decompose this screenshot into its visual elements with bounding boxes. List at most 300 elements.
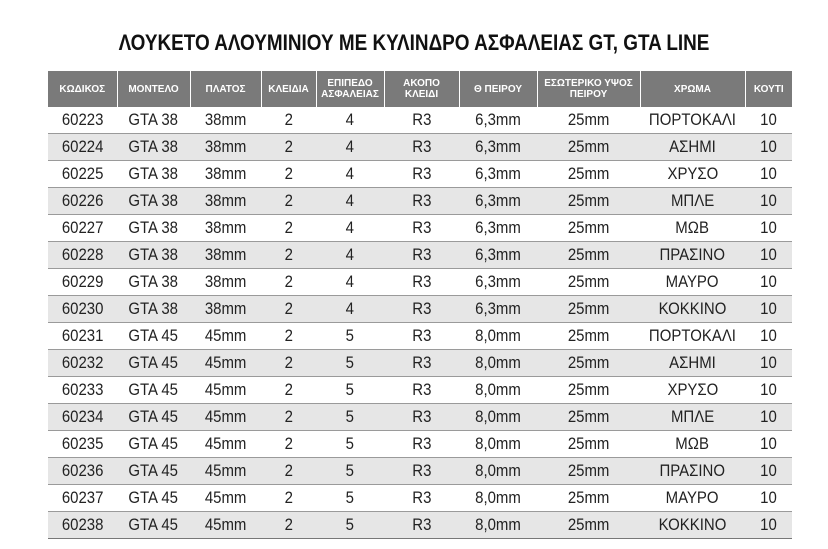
cell-code (48, 242, 117, 269)
column-header-line: ΠΛΑΤΟΣ (205, 83, 246, 95)
cell-keys (261, 134, 316, 161)
cell-shackle-inner-height (537, 107, 640, 134)
cell-shackle-inner-height-text: 25mm (567, 353, 610, 372)
cell-box (745, 134, 792, 161)
cell-width-text: 38mm (204, 164, 247, 183)
cell-security-level (316, 404, 384, 431)
cell-keys (261, 512, 316, 539)
table-row (48, 134, 792, 161)
cell-uncut-key (384, 458, 459, 485)
cell-shackle-diameter (459, 377, 537, 404)
cell-width (190, 485, 261, 512)
cell-code (48, 377, 117, 404)
cell-shackle-inner-height-text: 25mm (567, 245, 610, 264)
cell-security-level (316, 512, 384, 539)
cell-shackle-inner-height-text: 25mm (567, 326, 610, 345)
cell-box (745, 458, 792, 485)
cell-security-level (316, 323, 384, 350)
cell-model-text: GTA 38 (128, 137, 179, 156)
cell-color-text: ΑΣΗΜΙ (669, 353, 716, 372)
column-header-shackle-diameter (459, 71, 537, 107)
cell-shackle-diameter (459, 134, 537, 161)
cell-keys-text: 2 (284, 272, 293, 291)
cell-width-text: 45mm (204, 380, 247, 399)
cell-color-text: ΜΑΥΡΟ (666, 488, 719, 507)
cell-security-level-text: 5 (345, 461, 355, 480)
cell-model-text: GTA 38 (128, 164, 179, 183)
cell-color (640, 404, 745, 431)
cell-uncut-key (384, 107, 459, 134)
cell-security-level (316, 431, 384, 458)
cell-keys (261, 296, 316, 323)
cell-security-level-text: 5 (345, 434, 355, 453)
cell-shackle-diameter (459, 350, 537, 377)
cell-shackle-diameter-text: 6,3mm (475, 110, 521, 129)
cell-box-text: 10 (760, 488, 777, 507)
cell-keys (261, 107, 316, 134)
cell-keys-text: 2 (284, 326, 293, 345)
column-header-uncut-key (384, 71, 459, 107)
column-header-color (640, 71, 745, 107)
cell-security-level-text: 5 (345, 488, 355, 507)
cell-uncut-key-text: R3 (411, 380, 432, 399)
cell-code-text: 60232 (61, 353, 104, 372)
cell-security-level (316, 107, 384, 134)
cell-model-text: GTA 38 (128, 218, 179, 237)
column-header-keys (261, 71, 316, 107)
cell-model-text: GTA 45 (128, 380, 179, 399)
cell-width (190, 242, 261, 269)
cell-shackle-diameter (459, 107, 537, 134)
cell-code-text: 60229 (61, 272, 104, 291)
cell-keys-text: 2 (284, 137, 293, 156)
column-header-shackle-inner-height (537, 71, 640, 107)
cell-box (745, 107, 792, 134)
cell-shackle-diameter-text: 6,3mm (475, 299, 521, 318)
cell-shackle-inner-height (537, 269, 640, 296)
cell-shackle-inner-height-text: 25mm (567, 407, 610, 426)
cell-model (117, 377, 190, 404)
cell-width-text: 38mm (204, 299, 247, 318)
cell-color (640, 431, 745, 458)
table-row (48, 404, 792, 431)
cell-uncut-key-text: R3 (411, 407, 432, 426)
cell-color-text: ΧΡΥΣΟ (667, 164, 718, 183)
cell-code (48, 134, 117, 161)
cell-model-text: GTA 38 (128, 110, 179, 129)
cell-shackle-diameter-text: 6,3mm (475, 245, 521, 264)
cell-model-text: GTA 38 (128, 299, 179, 318)
cell-shackle-diameter (459, 296, 537, 323)
cell-width (190, 134, 261, 161)
cell-model (117, 323, 190, 350)
cell-box-text: 10 (760, 515, 777, 534)
cell-box-text: 10 (760, 353, 777, 372)
cell-width-text: 45mm (204, 434, 247, 453)
cell-shackle-diameter-text: 6,3mm (475, 137, 521, 156)
cell-keys-text: 2 (284, 110, 293, 129)
cell-uncut-key-text: R3 (411, 272, 432, 291)
cell-color-text: ΜΠΛΕ (670, 407, 715, 426)
cell-width-text: 38mm (204, 191, 247, 210)
cell-model (117, 296, 190, 323)
cell-security-level-text: 5 (345, 515, 355, 534)
cell-shackle-inner-height-text: 25mm (567, 137, 610, 156)
cell-shackle-inner-height-text: 25mm (567, 191, 610, 210)
cell-width (190, 377, 261, 404)
cell-keys (261, 242, 316, 269)
cell-box-text: 10 (760, 245, 777, 264)
column-header-line: Θ ΠΕΙΡΟΥ (473, 83, 523, 95)
cell-uncut-key (384, 323, 459, 350)
cell-shackle-diameter-text: 8,0mm (475, 434, 521, 453)
table-row (48, 188, 792, 215)
cell-keys-text: 2 (284, 299, 293, 318)
cell-shackle-inner-height (537, 134, 640, 161)
cell-shackle-inner-height (537, 242, 640, 269)
product-spec-table (48, 71, 792, 539)
cell-shackle-diameter-text: 8,0mm (475, 515, 521, 534)
cell-uncut-key (384, 404, 459, 431)
cell-security-level (316, 296, 384, 323)
column-header-line: ΚΛΕΙΔΙ (404, 89, 439, 100)
cell-color-text: ΜΩΒ (675, 434, 710, 453)
table-row (48, 323, 792, 350)
cell-box (745, 296, 792, 323)
cell-shackle-diameter-text: 6,3mm (475, 218, 521, 237)
cell-security-level-text: 4 (345, 299, 355, 318)
cell-code-text: 60227 (61, 218, 104, 237)
cell-keys-text: 2 (284, 515, 293, 534)
cell-color-text: ΚΟΚΚΙΝΟ (658, 299, 727, 318)
column-header-line: ΧΡΩΜΑ (674, 83, 711, 95)
table-row (48, 458, 792, 485)
cell-code-text: 60233 (61, 380, 104, 399)
cell-model (117, 134, 190, 161)
cell-shackle-diameter (459, 512, 537, 539)
cell-model-text: GTA 45 (128, 353, 179, 372)
cell-keys (261, 431, 316, 458)
cell-model (117, 458, 190, 485)
table-row (48, 242, 792, 269)
cell-color-text: ΜΑΥΡΟ (666, 272, 719, 291)
cell-shackle-inner-height (537, 458, 640, 485)
cell-shackle-inner-height (537, 296, 640, 323)
cell-code (48, 485, 117, 512)
cell-color (640, 107, 745, 134)
cell-keys-text: 2 (284, 488, 293, 507)
cell-shackle-diameter (459, 431, 537, 458)
cell-box (745, 323, 792, 350)
column-header-box (745, 71, 792, 107)
cell-security-level-text: 5 (345, 326, 355, 345)
cell-shackle-inner-height-text: 25mm (567, 515, 610, 534)
cell-shackle-inner-height (537, 485, 640, 512)
cell-width-text: 38mm (204, 137, 247, 156)
cell-uncut-key (384, 296, 459, 323)
cell-keys (261, 269, 316, 296)
cell-shackle-diameter (459, 458, 537, 485)
cell-code-text: 60238 (61, 515, 104, 534)
cell-shackle-diameter (459, 485, 537, 512)
cell-color (640, 458, 745, 485)
cell-keys (261, 350, 316, 377)
cell-width (190, 458, 261, 485)
table-row (48, 377, 792, 404)
cell-width (190, 188, 261, 215)
cell-box (745, 485, 792, 512)
cell-code (48, 161, 117, 188)
cell-color-text: ΚΟΚΚΙΝΟ (658, 515, 727, 534)
cell-code-text: 60236 (61, 461, 104, 480)
cell-width (190, 323, 261, 350)
cell-keys-text: 2 (284, 380, 293, 399)
cell-keys-text: 2 (284, 434, 293, 453)
cell-shackle-diameter (459, 323, 537, 350)
cell-security-level-text: 4 (345, 164, 355, 183)
cell-uncut-key-text: R3 (411, 353, 432, 372)
cell-security-level-text: 4 (345, 137, 355, 156)
cell-shackle-diameter (459, 188, 537, 215)
cell-code-text: 60231 (61, 326, 104, 345)
cell-security-level (316, 188, 384, 215)
cell-width-text: 45mm (204, 461, 247, 480)
cell-uncut-key (384, 242, 459, 269)
cell-shackle-inner-height (537, 323, 640, 350)
table-row (48, 269, 792, 296)
cell-box-text: 10 (760, 380, 777, 399)
cell-code-text: 60230 (61, 299, 104, 318)
cell-uncut-key-text: R3 (411, 245, 432, 264)
cell-code-text: 60234 (61, 407, 104, 426)
cell-model (117, 404, 190, 431)
cell-security-level-text: 5 (345, 353, 355, 372)
column-header-code (48, 71, 117, 107)
column-header-line: ΜΟΝΤΕΛΟ (128, 83, 179, 95)
cell-shackle-inner-height-text: 25mm (567, 488, 610, 507)
cell-color (640, 269, 745, 296)
cell-security-level-text: 4 (345, 245, 355, 264)
cell-uncut-key (384, 512, 459, 539)
cell-width-text: 45mm (204, 515, 247, 534)
cell-model (117, 161, 190, 188)
cell-keys (261, 458, 316, 485)
cell-width-text: 38mm (204, 110, 247, 129)
cell-color-text: ΜΩΒ (675, 218, 710, 237)
cell-code-text: 60235 (61, 434, 104, 453)
cell-color-text: ΠΟΡΤΟΚΑΛΙ (648, 326, 737, 345)
cell-color (640, 485, 745, 512)
cell-model-text: GTA 38 (128, 191, 179, 210)
cell-model (117, 242, 190, 269)
cell-security-level-text: 5 (345, 407, 355, 426)
cell-color (640, 323, 745, 350)
cell-security-level (316, 134, 384, 161)
cell-uncut-key (384, 161, 459, 188)
cell-code-text: 60225 (61, 164, 104, 183)
cell-shackle-inner-height (537, 350, 640, 377)
cell-security-level (316, 215, 384, 242)
cell-width-text: 45mm (204, 326, 247, 345)
cell-color-text: ΠΡΑΣΙΝΟ (659, 461, 726, 480)
cell-color (640, 215, 745, 242)
cell-shackle-inner-height-text: 25mm (567, 380, 610, 399)
cell-shackle-diameter-text: 8,0mm (475, 326, 521, 345)
cell-shackle-diameter-text: 8,0mm (475, 380, 521, 399)
cell-box (745, 242, 792, 269)
cell-width-text: 38mm (204, 218, 247, 237)
cell-security-level-text: 4 (345, 272, 355, 291)
cell-keys-text: 2 (284, 218, 293, 237)
cell-keys (261, 215, 316, 242)
cell-shackle-diameter-text: 6,3mm (475, 272, 521, 291)
cell-box-text: 10 (760, 326, 777, 345)
cell-security-level-text: 4 (345, 110, 355, 129)
cell-security-level (316, 161, 384, 188)
cell-uncut-key-text: R3 (411, 515, 432, 534)
column-header-line: ΑΚΟΠΟ (403, 78, 440, 89)
cell-code-text: 60228 (61, 245, 104, 264)
cell-shackle-inner-height (537, 404, 640, 431)
cell-model-text: GTA 45 (128, 434, 179, 453)
cell-width-text: 45mm (204, 488, 247, 507)
cell-model (117, 188, 190, 215)
cell-box-text: 10 (760, 434, 777, 453)
cell-shackle-diameter-text: 8,0mm (475, 407, 521, 426)
cell-security-level (316, 485, 384, 512)
cell-code (48, 350, 117, 377)
cell-shackle-inner-height-text: 25mm (567, 434, 610, 453)
cell-keys-text: 2 (284, 191, 293, 210)
cell-color (640, 296, 745, 323)
cell-code-text: 60224 (61, 137, 104, 156)
cell-shackle-diameter-text: 6,3mm (475, 164, 521, 183)
cell-box-text: 10 (760, 137, 777, 156)
cell-color (640, 512, 745, 539)
cell-shackle-inner-height-text: 25mm (567, 461, 610, 480)
cell-model (117, 269, 190, 296)
cell-uncut-key (384, 134, 459, 161)
cell-width (190, 431, 261, 458)
cell-box-text: 10 (760, 299, 777, 318)
cell-security-level (316, 350, 384, 377)
cell-code (48, 323, 117, 350)
cell-uncut-key-text: R3 (411, 218, 432, 237)
table-row (48, 512, 792, 539)
cell-shackle-inner-height-text: 25mm (567, 218, 610, 237)
cell-shackle-diameter-text: 8,0mm (475, 461, 521, 480)
cell-box-text: 10 (760, 191, 777, 210)
cell-code (48, 269, 117, 296)
cell-shackle-inner-height (537, 188, 640, 215)
cell-code (48, 215, 117, 242)
cell-model (117, 431, 190, 458)
cell-width (190, 107, 261, 134)
cell-model (117, 485, 190, 512)
cell-model (117, 215, 190, 242)
cell-security-level-text: 4 (345, 191, 355, 210)
cell-code (48, 404, 117, 431)
cell-keys (261, 323, 316, 350)
cell-width-text: 45mm (204, 407, 247, 426)
cell-box-text: 10 (760, 110, 777, 129)
cell-color-text: ΧΡΥΣΟ (667, 380, 718, 399)
cell-uncut-key-text: R3 (411, 191, 432, 210)
cell-code (48, 107, 117, 134)
cell-keys-text: 2 (284, 461, 293, 480)
cell-code-text: 60223 (61, 110, 104, 129)
cell-uncut-key (384, 377, 459, 404)
cell-keys-text: 2 (284, 353, 293, 372)
cell-color-text: ΜΠΛΕ (670, 191, 715, 210)
cell-uncut-key-text: R3 (411, 110, 432, 129)
cell-code (48, 512, 117, 539)
cell-shackle-diameter (459, 269, 537, 296)
cell-uncut-key-text: R3 (411, 461, 432, 480)
cell-uncut-key-text: R3 (411, 488, 432, 507)
cell-box (745, 188, 792, 215)
cell-code (48, 188, 117, 215)
column-header-line: ΚΛΕΙΔΙΑ (268, 83, 309, 95)
cell-box-text: 10 (760, 461, 777, 480)
cell-shackle-inner-height-text: 25mm (567, 110, 610, 129)
cell-width (190, 350, 261, 377)
cell-security-level (316, 242, 384, 269)
cell-box (745, 350, 792, 377)
cell-uncut-key-text: R3 (411, 137, 432, 156)
cell-shackle-diameter (459, 161, 537, 188)
cell-model-text: GTA 45 (128, 461, 179, 480)
cell-color-text: ΠΡΑΣΙΝΟ (659, 245, 726, 264)
cell-color (640, 188, 745, 215)
cell-keys (261, 404, 316, 431)
cell-box (745, 431, 792, 458)
cell-uncut-key (384, 431, 459, 458)
page-title: ΛΟΥΚΕΤΟ ΑΛΟΥΜΙΝΙΟΥ ΜΕ ΚΥΛΙΝΔΡΟ ΑΣΦΑΛΕΙΑΣ GT, GTA LINE (118, 30, 710, 55)
cell-uncut-key-text: R3 (411, 164, 432, 183)
cell-shackle-inner-height (537, 512, 640, 539)
table-body (48, 107, 792, 539)
table-row (48, 350, 792, 377)
cell-box (745, 512, 792, 539)
cell-code (48, 458, 117, 485)
cell-uncut-key (384, 188, 459, 215)
cell-code-text: 60237 (61, 488, 104, 507)
cell-box (745, 269, 792, 296)
cell-shackle-diameter (459, 242, 537, 269)
cell-color (640, 242, 745, 269)
cell-security-level-text: 5 (345, 380, 355, 399)
column-header-line: ΑΣΦΑΛΕΙΑΣ (321, 89, 379, 100)
cell-shackle-inner-height-text: 25mm (567, 299, 610, 318)
cell-shackle-diameter-text: 8,0mm (475, 488, 521, 507)
cell-shackle-inner-height-text: 25mm (567, 164, 610, 183)
cell-color-text: ΑΣΗΜΙ (669, 137, 716, 156)
cell-color-text: ΠΟΡΤΟΚΑΛΙ (648, 110, 737, 129)
cell-uncut-key (384, 350, 459, 377)
cell-model-text: GTA 38 (128, 245, 179, 264)
cell-shackle-diameter (459, 215, 537, 242)
cell-box (745, 377, 792, 404)
cell-shackle-inner-height (537, 431, 640, 458)
cell-keys (261, 377, 316, 404)
cell-security-level (316, 377, 384, 404)
cell-shackle-inner-height (537, 215, 640, 242)
cell-uncut-key (384, 215, 459, 242)
cell-box-text: 10 (760, 164, 777, 183)
cell-shackle-inner-height (537, 377, 640, 404)
cell-keys (261, 161, 316, 188)
